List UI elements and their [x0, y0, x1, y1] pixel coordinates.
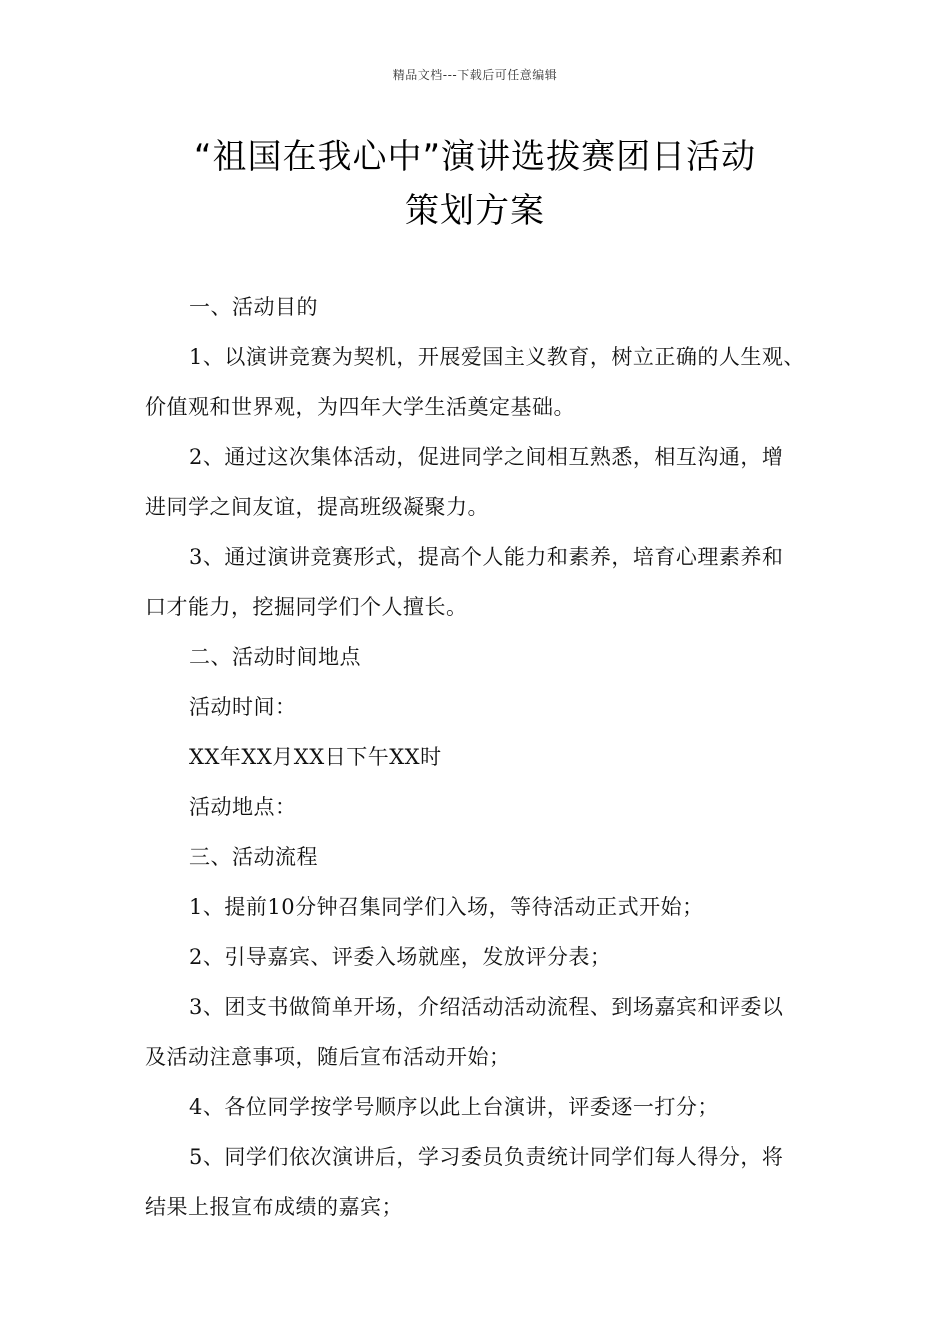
document-body — [145, 282, 825, 1232]
paragraph-line: 及活动注意事项，随后宣布活动开始； — [145, 1045, 511, 1069]
paragraph-line: 2、引导嘉宾、评委入场就座，发放评分表； — [189, 945, 612, 969]
paragraph-line: 活动地点： — [189, 795, 297, 819]
document-title — [120, 130, 830, 238]
paragraph-line: 5、同学们依次演讲后，学习委员负责统计同学们每人得分，将 — [189, 1145, 784, 1169]
section-heading-process: 三、活动流程 — [189, 845, 318, 869]
title-line-2: 策划方案 — [405, 191, 545, 231]
paragraph-line: 3、通过演讲竞赛形式，提高个人能力和素养，培育心理素养和 — [189, 545, 784, 569]
paragraph-line: XX年XX月XX日下午XX时 — [189, 745, 442, 769]
title-line-1: “祖国在我心中”演讲选拔赛团日活动 — [193, 137, 757, 177]
section-heading-purpose: 一、活动目的 — [189, 295, 318, 319]
paragraph-line: 结果上报宣布成绩的嘉宾； — [145, 1195, 403, 1219]
header-note: 精品文档---下载后可任意编辑 — [392, 68, 558, 82]
paragraph-line: 3、团支书做简单开场，介绍活动活动流程、到场嘉宾和评委以 — [189, 995, 784, 1019]
paragraph-line: 2、通过这次集体活动，促进同学之间相互熟悉，相互沟通，增 — [189, 445, 784, 469]
paragraph-line: 1、以演讲竞赛为契机，开展爱国主义教育，树立正确的人生观、 — [189, 345, 805, 369]
paragraph-line: 口才能力，挖掘同学们个人擅长。 — [145, 595, 468, 619]
section-heading-time-place: 二、活动时间地点 — [189, 645, 361, 669]
paragraph-line: 活动时间： — [189, 695, 297, 719]
paragraph-line: 1、提前10分钟召集同学们入场，等待活动正式开始； — [189, 895, 704, 919]
paragraph-line: 价值观和世界观，为四年大学生活奠定基础。 — [145, 395, 575, 419]
paragraph-line: 4、各位同学按学号顺序以此上台演讲，评委逐一打分； — [189, 1095, 719, 1119]
paragraph-line: 进同学之间友谊，提高班级凝聚力。 — [145, 495, 489, 519]
